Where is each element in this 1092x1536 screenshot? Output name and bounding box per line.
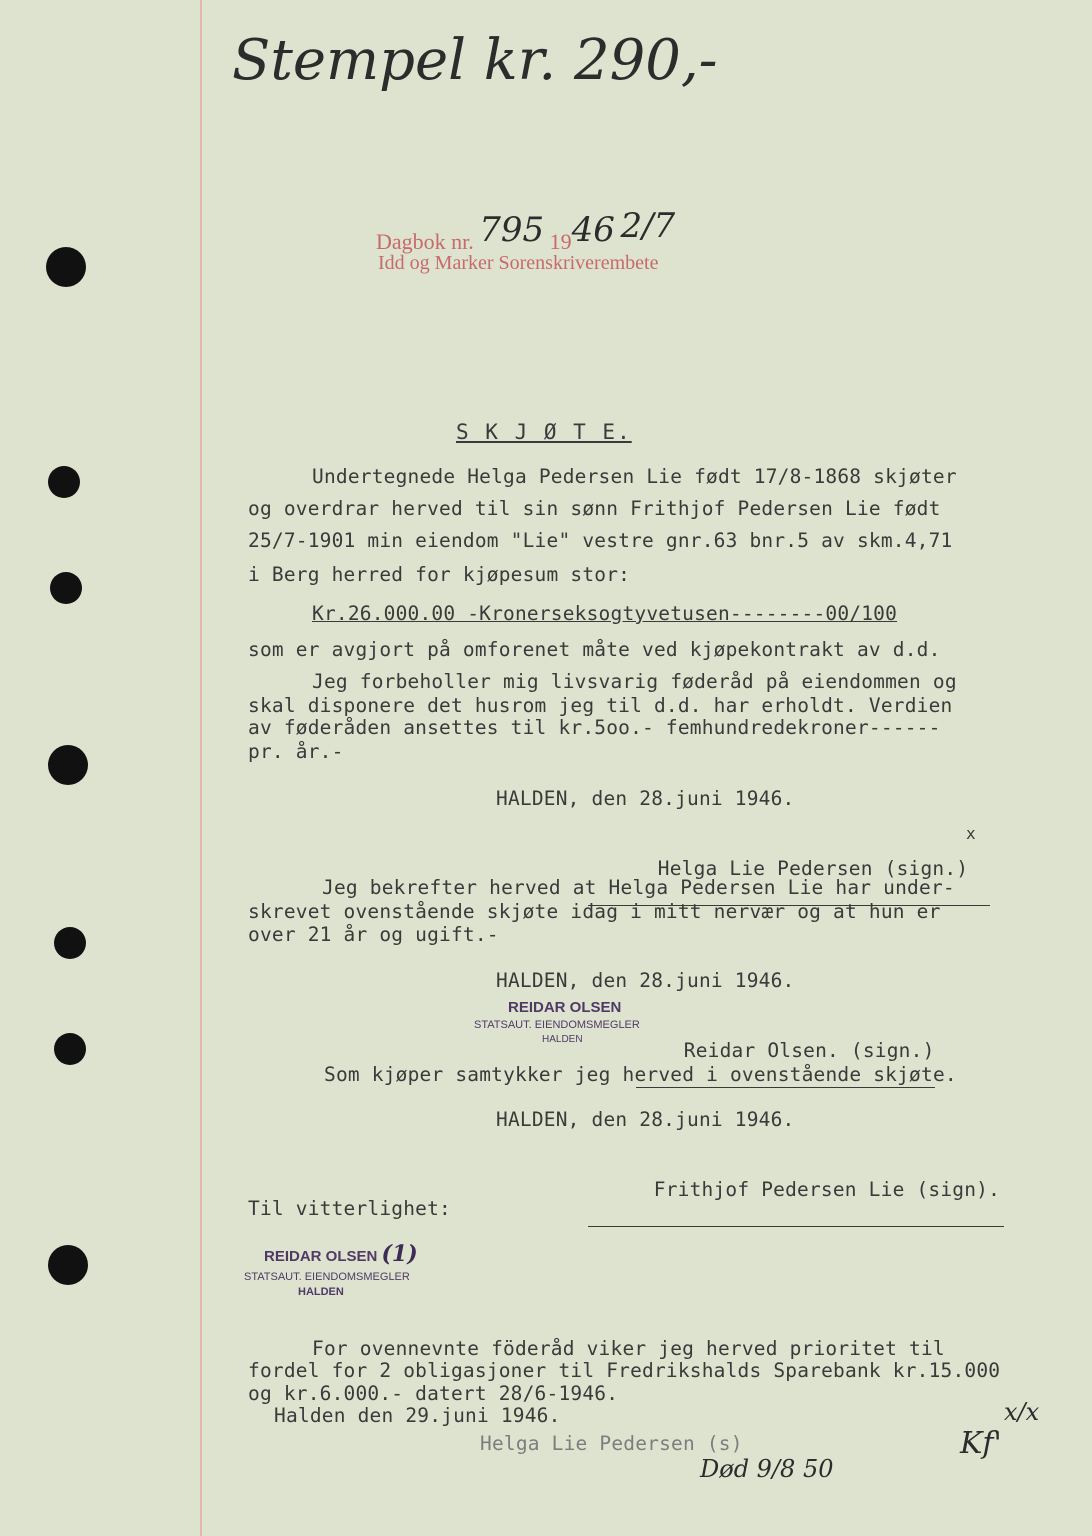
broker-name-line	[264, 1240, 418, 1270]
initials-note: x/x	[1004, 1398, 1040, 1426]
priority-line: Halden den 29.juni 1946.	[274, 1404, 561, 1427]
signature-mark: x	[966, 824, 976, 843]
punch-hole	[50, 572, 82, 604]
body-line: Jeg forbeholler mig livsvarig føderåd på eiendommen og	[312, 670, 957, 693]
broker-city: HALDEN	[542, 1034, 583, 1046]
punch-hole	[48, 1245, 88, 1285]
place-date: HALDEN, den 28.juni 1946.	[496, 1108, 795, 1131]
body-line: pr. år.-	[248, 740, 344, 763]
place-date: HALDEN, den 28.juni 1946.	[496, 969, 795, 992]
dagbok-prefix: Dagbok nr.	[376, 229, 474, 254]
death-note: Død 9/8 50	[700, 1455, 834, 1483]
document-title: S K J Ø T E.	[456, 420, 632, 444]
body-line: i Berg herred for kjøpesum stor:	[248, 563, 631, 586]
broker-city: HALDEN	[298, 1285, 344, 1298]
signature-seller-text: Helga Lie Pedersen (sign.)	[657, 857, 969, 880]
punch-hole	[48, 466, 80, 498]
broker-title: STATSAUT. EIENDOMSMEGLER	[244, 1270, 410, 1283]
punch-hole	[54, 1033, 86, 1065]
signature-seller-copy: Helga Lie Pedersen (s)	[480, 1432, 743, 1455]
body-line: Undertegnede Helga Pedersen Lie født 17/8-1868 skjøter	[312, 465, 957, 488]
witness-line: over 21 år og ugift.-	[248, 923, 499, 946]
broker-stamp	[474, 998, 640, 1047]
body-line: og overdrar herved til sin sønn Frithjof Pedersen Lie født	[248, 497, 941, 520]
broker-stamp	[244, 1240, 418, 1299]
body-line: som er avgjort på omforenet måte ved kjøpekontrakt av d.d.	[248, 638, 941, 661]
priority-line: fordel for 2 obligasjoner til Fredrikshalds Sparebank kr.15.000	[248, 1359, 1001, 1382]
witness-line: skrevet ovenstående skjøte idag i mitt nervær og at hun er	[248, 900, 941, 923]
margin-line	[200, 0, 202, 1536]
place-date: HALDEN, den 28.juni 1946.	[496, 787, 795, 810]
priority-line: og kr.6.000.- datert 28/6-1946.	[248, 1382, 619, 1405]
punch-hole	[48, 745, 88, 785]
priority-line: For ovennevnte föderåd viker jeg herved prioritet til	[312, 1337, 945, 1360]
body-line: av føderåden ansettes til kr.5oo.- femhundredekroner------	[248, 716, 941, 739]
broker-initial: (1)	[381, 1241, 418, 1267]
attestation-label: Til vitterlighet:	[248, 1197, 451, 1220]
dagbok-number: 795	[479, 210, 545, 250]
body-line: skal disponere det husrom jeg til d.d. har erholdt. Verdien	[248, 694, 953, 717]
buyer-consent: Som kjøper samtykker jeg herved i ovenstående skjøte.	[324, 1063, 957, 1086]
witness-line: Jeg bekrefter herved at Helga Pedersen Lie har under-	[322, 876, 955, 899]
broker-name: REIDAR OLSEN	[264, 1248, 378, 1265]
broker-name: REIDAR OLSEN	[508, 999, 622, 1016]
punch-hole	[54, 927, 86, 959]
signature-buyer-text: Frithjof Pedersen Lie (sign).	[653, 1178, 1001, 1201]
purchase-price: Kr.26.000.00 -Kronerseksogtyvetusen--------00/100	[312, 602, 898, 625]
signature-buyer	[588, 1155, 1004, 1227]
signature-witness-text: Reidar Olsen. (sign.)	[683, 1039, 935, 1062]
year-prefix: 19	[549, 229, 572, 254]
corner-mark: Kf'	[960, 1426, 1002, 1461]
broker-title: STATSAUT. EIENDOMSMEGLER	[474, 1019, 640, 1032]
punch-hole	[46, 247, 86, 287]
year-suffix: 46	[571, 210, 615, 250]
registry-office: Idd og Marker Sorenskriverembete	[378, 252, 659, 274]
registry-date: 2/7	[620, 206, 676, 246]
body-line: 25/7-1901 min eiendom "Lie" vestre gnr.63 bnr.5 av skm.4,71	[248, 529, 953, 552]
stamp-duty-note: Stempel kr. 290,-	[232, 28, 718, 93]
